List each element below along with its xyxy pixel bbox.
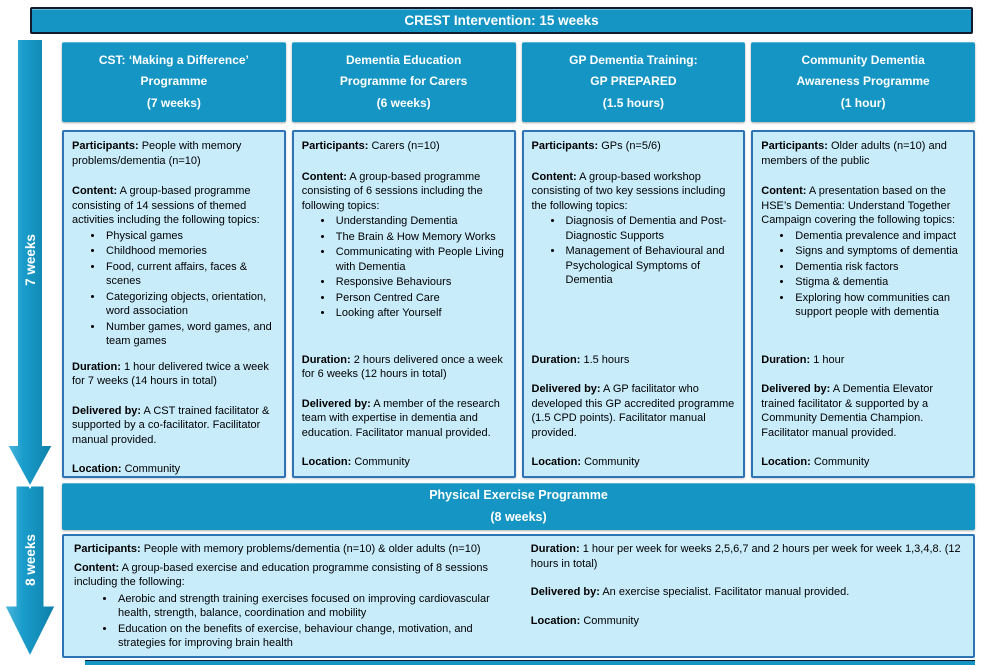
- content-bullet-list: [302, 214, 506, 322]
- duration-value: 1 hour delivered twice a week for 7 weeks (14 hours in total): [72, 360, 269, 388]
- column-meta: [761, 343, 965, 470]
- content-label: Content:: [301, 170, 347, 183]
- content-value: A presentation based on the HSE’s Dementia: Understand Together Campaign covering the following topics:: [761, 185, 956, 227]
- column-title-line: Dementia Education: [345, 52, 462, 67]
- arrow-label-8-weeks: 8 weeks: [23, 534, 38, 586]
- location-field: [302, 455, 506, 470]
- content-field: [761, 184, 965, 228]
- column-body-cst: [62, 130, 286, 478]
- delivered-by-label: Delivered by:: [531, 383, 601, 396]
- timeline-arrow-7-weeks: [6, 39, 54, 489]
- column-title-line: (6 weeks): [376, 95, 431, 110]
- column-body-gp-training: [522, 130, 746, 478]
- duration-value: 1.5 hours: [583, 353, 630, 366]
- delivered-by-value: A CST trained facilitator & supported by a co-facilitator. Facilitator manual provided.: [72, 404, 270, 446]
- delivered-by-value: A member of the research team with expertise in dementia and education. Facilitator manual provided.: [301, 397, 500, 439]
- column-title-line: Programme for Carers: [339, 74, 468, 89]
- exercise-title-line: Physical Exercise Programme: [429, 487, 608, 502]
- location-value: Community: [583, 614, 639, 627]
- exercise-programme-body: [62, 534, 975, 658]
- crest-intervention-banner: [30, 7, 973, 34]
- bullet-item: • Responsive Behaviours: [334, 275, 506, 290]
- bullet-item: • Management of Behavioural and Psychological Symptoms of Dementia: [564, 244, 736, 288]
- bullet-item: • Childhood memories: [104, 244, 276, 259]
- bullet-item: • Understanding Dementia: [334, 214, 506, 229]
- location-label: Location:: [761, 456, 811, 469]
- participants-label: Participants:: [72, 140, 139, 152]
- location-label: Location:: [530, 614, 581, 627]
- participants-field: [74, 542, 513, 557]
- bullet-item: • Aerobic and strength training exercises focused on improving cardiovascular health, strength, balance, coordination and mobility: [116, 592, 513, 621]
- column-title-line: (1.5 hours): [602, 95, 665, 110]
- bullet-item: • Stigma & dementia: [793, 275, 965, 290]
- bullet-item: • Communicating with People Living with Dementia: [334, 245, 506, 274]
- participants-field: [72, 139, 276, 168]
- bullet-item: • Signs and symptoms of dementia: [793, 244, 965, 259]
- column-title-line: Awareness Programme: [796, 74, 930, 89]
- delivered-by-label: Delivered by:: [72, 404, 142, 417]
- bullet-item: • Dementia risk factors: [793, 260, 965, 275]
- arrow-label-7-weeks: 7 weeks: [23, 234, 38, 286]
- duration-label: Duration:: [531, 353, 581, 366]
- content-bullet-list: [532, 214, 736, 289]
- column-header-dementia-education: [292, 42, 516, 122]
- location-field: [532, 455, 736, 470]
- participants-label: Participants:: [761, 140, 828, 152]
- location-field: [761, 455, 965, 470]
- delivered-by-label: Delivered by:: [761, 383, 831, 396]
- content-field: [74, 561, 513, 590]
- column-title-line: (1 hour): [840, 95, 886, 110]
- duration-value: 1 hour per week for weeks 2,5,6,7 and 2 hours per week for week 1,3,4,8. (12 hours in total): [530, 543, 961, 570]
- duration-label: Duration:: [530, 543, 580, 555]
- delivered-by-label: Delivered by:: [530, 586, 600, 599]
- delivered-by-field: [761, 382, 965, 440]
- participants-label: Participants:: [301, 140, 369, 152]
- content-bullet-list: [72, 229, 276, 350]
- participants-field: [761, 139, 965, 168]
- content-label: Content:: [531, 170, 577, 183]
- content-field: [302, 170, 506, 214]
- location-value: Community: [813, 456, 870, 469]
- duration-value: 1 hour: [813, 353, 845, 366]
- delivered-by-label: Delivered by:: [301, 397, 371, 410]
- content-label: Content:: [761, 185, 807, 198]
- column-header-gp-training: [522, 42, 746, 122]
- duration-field: [761, 353, 965, 368]
- participants-label: Participants:: [74, 543, 141, 555]
- duration-value: 2 hours delivered once a week for 6 weeks (12 hours in total): [301, 353, 503, 381]
- duration-label: Duration:: [761, 353, 811, 366]
- content-value: A group-based programme consisting of 6 sessions including the following topics:: [301, 170, 483, 212]
- participants-value: GPs (n=5/6): [601, 140, 661, 152]
- location-field: [72, 462, 276, 477]
- delivered-by-field: [72, 404, 276, 448]
- content-bullet-list: [74, 592, 513, 651]
- bullet-item: • Education on the benefits of exercise, behaviour change, motivation, and strategies for improving brain health: [116, 622, 513, 651]
- duration-label: Duration:: [72, 360, 121, 373]
- delivered-by-field: [532, 382, 736, 440]
- content-value: A group-based programme consisting of 14 sessions of themed activities including the following topics:: [72, 185, 260, 227]
- column-meta: [72, 350, 276, 477]
- location-value: Community: [124, 463, 181, 476]
- bullet-item: • Looking after Yourself: [334, 306, 506, 321]
- column-meta: [302, 343, 506, 470]
- exercise-meta-column: [531, 542, 961, 650]
- column-header-community-awareness: [751, 42, 975, 122]
- bullet-item: • The Brain & How Memory Works: [334, 230, 506, 245]
- column-title-line: GP Dementia Training:: [569, 52, 698, 67]
- location-field: [531, 614, 961, 629]
- bullet-item: • Food, current affairs, faces & scenes: [104, 260, 276, 289]
- content-label: Content:: [74, 561, 120, 574]
- delivered-by-value: An exercise specialist. Facilitator manual provided.: [602, 586, 850, 599]
- exercise-programme-banner: [62, 483, 975, 530]
- column-title-line: CST: ‘Making a Difference’: [98, 52, 249, 67]
- content-field: [532, 170, 736, 214]
- column-body-dementia-education: [292, 130, 516, 478]
- location-value: Community: [584, 456, 640, 469]
- location-label: Location:: [72, 463, 122, 476]
- bullet-item: • Diagnosis of Dementia and Post-Diagnostic Supports: [564, 214, 736, 243]
- delivered-by-value: A GP facilitator who developed this GP accredited programme (1.5 CPD points). Facilitator manual provided.: [531, 383, 735, 439]
- participants-value: Carers (n=10): [371, 140, 440, 152]
- participants-value: People with memory problems/dementia (n=10): [72, 140, 242, 167]
- programme-columns: [62, 42, 975, 478]
- delivered-by-field: [531, 585, 961, 600]
- bullet-item: • Exploring how communities can support people with dementia: [793, 291, 965, 320]
- column-title-line: (7 weeks): [146, 95, 201, 110]
- participants-label: Participants:: [531, 140, 599, 152]
- banner-title: CREST Intervention: 15 weeks: [404, 13, 599, 28]
- content-field: [72, 184, 276, 228]
- duration-field: [531, 542, 961, 571]
- location-label: Location:: [531, 456, 581, 469]
- bullet-item: • Person Centred Care: [334, 291, 506, 306]
- bullet-item: • Dementia prevalence and impact: [793, 229, 965, 244]
- participants-value: People with memory problems/dementia (n=10) & older adults (n=10): [143, 543, 481, 555]
- bullet-item: • Physical games: [104, 229, 276, 244]
- bullet-item: • Number games, word games, and team games: [104, 320, 276, 349]
- duration-field: [532, 353, 736, 368]
- duration-field: [302, 353, 506, 382]
- column-body-community-awareness: [751, 130, 975, 478]
- exercise-title-line: (8 weeks): [490, 509, 547, 524]
- timeline-arrow-8-weeks: [4, 486, 56, 658]
- content-value: A group-based workshop consisting of two key sessions including the following topics:: [531, 170, 726, 212]
- column-header-cst: [62, 42, 286, 122]
- column-title-line: Programme: [140, 74, 208, 89]
- bullet-item: • Categorizing objects, orientation, word association: [104, 290, 276, 319]
- delivered-by-value: A Dementia Elevator trained facilitator & supported by a Community Dementia Champion. Facilitator manual provided.: [761, 383, 934, 439]
- column-meta: [532, 343, 736, 470]
- exercise-content-column: [74, 542, 513, 650]
- participants-field: [532, 139, 736, 154]
- delivered-by-field: [302, 397, 506, 441]
- location-value: Community: [354, 456, 410, 469]
- content-value: A group-based exercise and education programme consisting of 8 sessions including the following:: [74, 561, 488, 589]
- participants-field: [302, 139, 506, 154]
- participants-value: Older adults (n=10) and members of the public: [761, 140, 947, 167]
- duration-field: [72, 360, 276, 389]
- column-title-line: GP PREPARED: [590, 74, 677, 89]
- content-bullet-list: [761, 229, 965, 321]
- next-section-banner-edge: [85, 660, 975, 665]
- content-label: Content:: [72, 185, 118, 198]
- location-label: Location:: [301, 456, 352, 469]
- duration-label: Duration:: [301, 353, 351, 366]
- column-title-line: Community Dementia: [801, 52, 925, 67]
